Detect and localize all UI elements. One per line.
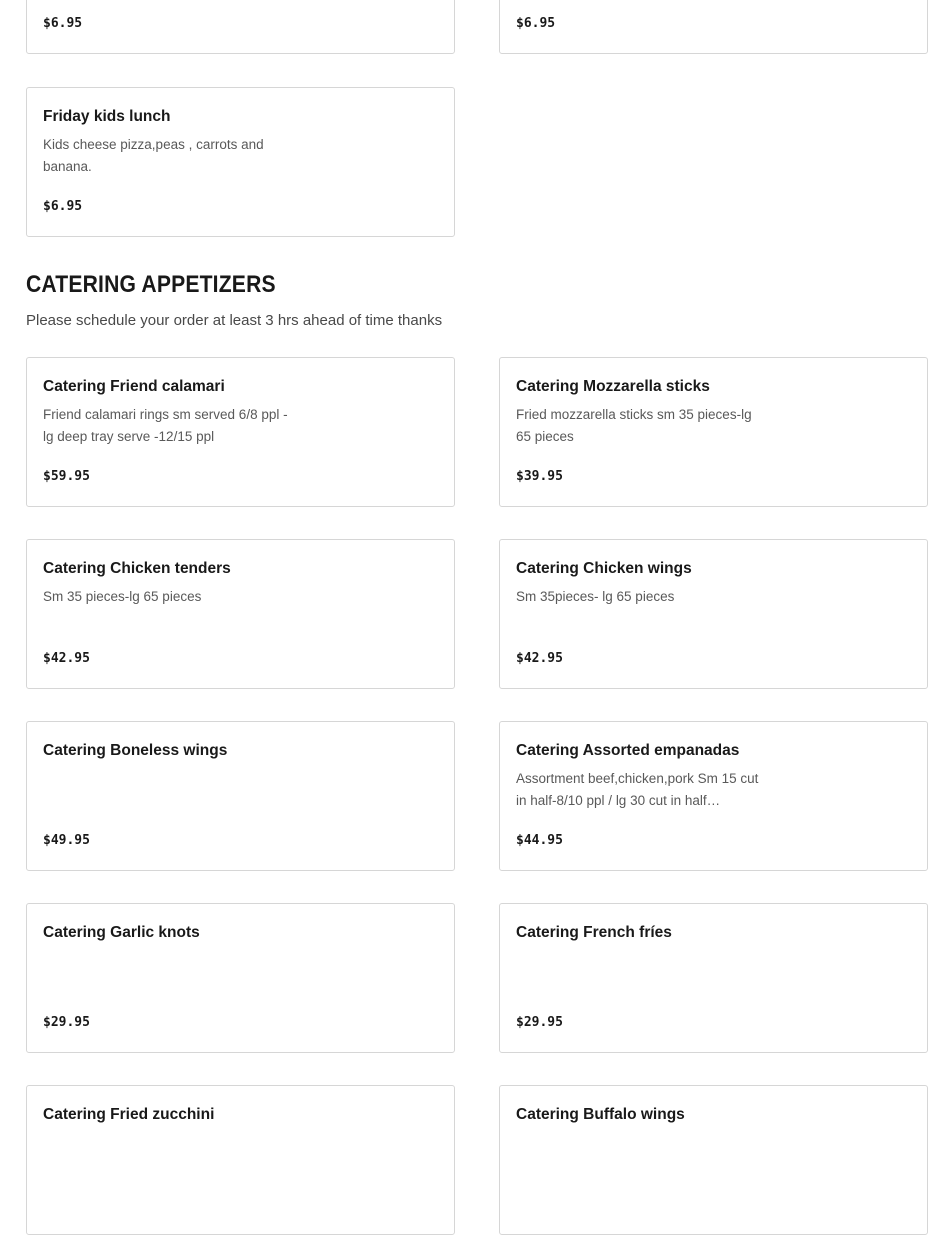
- item-title: Catering Chicken tenders: [43, 560, 231, 577]
- menu-item-card[interactable]: [499, 0, 928, 54]
- menu-item-card-catering-fried-zucchini[interactable]: [26, 1085, 455, 1235]
- item-description: Fried mozzarella sticks sm 35 pieces-lg 65 pieces: [516, 407, 752, 444]
- menu-item-card[interactable]: [26, 0, 455, 54]
- menu-item-card-catering-french-fries[interactable]: [499, 903, 928, 1053]
- item-title: Catering Garlic knots: [43, 924, 200, 941]
- item-title: Friday kids lunch: [43, 108, 171, 125]
- section-subtitle: Please schedule your order at least 3 hrs ahead of time thanks: [26, 312, 443, 329]
- menu-item-card-friday-kids-lunch[interactable]: [26, 87, 455, 237]
- item-description: Sm 35pieces- lg 65 pieces: [516, 589, 675, 604]
- item-price: $39.95: [516, 469, 563, 484]
- item-price: $6.95: [43, 16, 83, 31]
- item-title: Catering Assorted empanadas: [516, 742, 740, 759]
- item-description: Sm 35 pieces-lg 65 pieces: [43, 589, 202, 604]
- menu-item-card-catering-buffalo-wings[interactable]: [499, 1085, 928, 1235]
- item-title: Catering Fried zucchini: [43, 1106, 215, 1123]
- menu-item-card-catering-calamari[interactable]: [26, 357, 455, 507]
- item-price: $42.95: [516, 651, 563, 666]
- menu-item-card-catering-chicken-wings[interactable]: [499, 539, 928, 689]
- item-price: $29.95: [43, 1015, 90, 1030]
- item-description: Friend calamari rings sm served 6/8 ppl - lg deep tray serve -12/15 ppl: [43, 407, 288, 444]
- menu-item-card-catering-garlic-knots[interactable]: [26, 903, 455, 1053]
- item-description: Kids cheese pizza,peas , carrots and banana.: [43, 137, 264, 174]
- item-title: Catering Buffalo wings: [516, 1106, 685, 1123]
- item-price: $29.95: [516, 1015, 563, 1030]
- item-title: Catering Chicken wings: [516, 560, 692, 577]
- item-title: Catering Mozzarella sticks: [516, 378, 710, 395]
- menu-item-card-catering-assorted-empanadas[interactable]: [499, 721, 928, 871]
- item-price: $6.95: [516, 16, 556, 31]
- item-price: $49.95: [43, 833, 90, 848]
- item-title: Catering French fríes: [516, 924, 672, 941]
- menu-item-card-catering-boneless-wings[interactable]: [26, 721, 455, 871]
- section-title: CATERING APPETIZERS: [26, 271, 276, 298]
- item-title: Catering Friend calamari: [43, 378, 225, 395]
- item-price: $44.95: [516, 833, 563, 848]
- item-price: $6.95: [43, 199, 83, 214]
- item-title: Catering Boneless wings: [43, 742, 228, 759]
- item-price: $42.95: [43, 651, 90, 666]
- menu-item-card-catering-chicken-tenders[interactable]: [26, 539, 455, 689]
- item-description: Assortment beef,chicken,pork Sm 15 cut in half-8/10 ppl / lg 30 cut in half…: [516, 771, 759, 808]
- item-price: $59.95: [43, 469, 90, 484]
- menu-item-card-catering-mozzarella-sticks[interactable]: [499, 357, 928, 507]
